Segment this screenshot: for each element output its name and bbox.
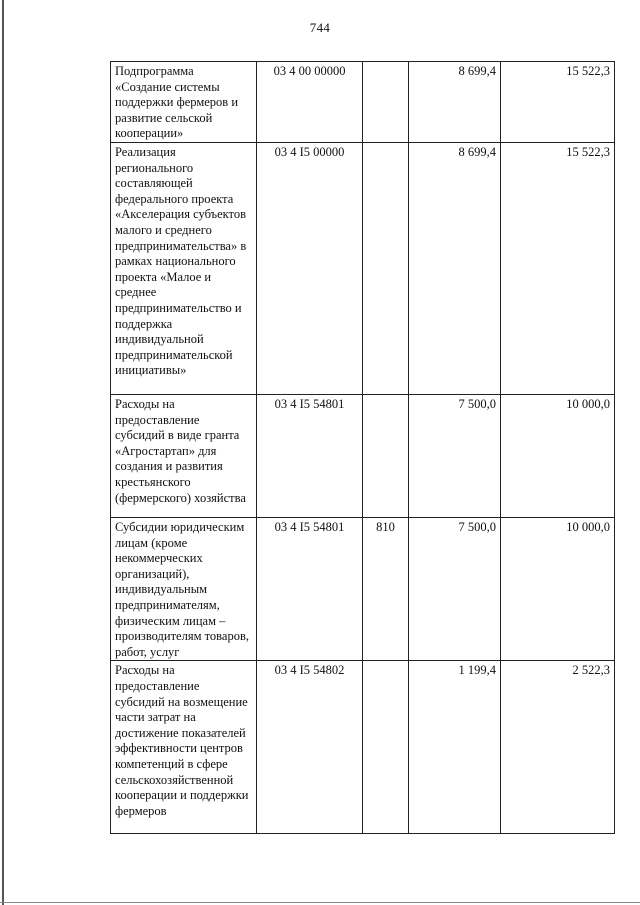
row-value-1: 1 199,4 — [409, 661, 501, 834]
row-value-2: 10 000,0 — [501, 395, 615, 518]
row-value-2: 15 522,3 — [501, 62, 615, 143]
table-row — [111, 395, 615, 518]
row-name: Подпрограмма «Создание системы поддержки фермеров и развитие сельской кооперации» — [111, 62, 257, 143]
budget-table — [110, 61, 615, 834]
row-code: 03 4 I5 54801 — [257, 518, 363, 661]
table-row — [111, 661, 615, 834]
table-row — [111, 518, 615, 661]
row-code: 03 4 I5 54802 — [257, 661, 363, 834]
row-code: 03 4 00 00000 — [257, 62, 363, 143]
row-value-2: 10 000,0 — [501, 518, 615, 661]
scan-bottom-edge — [0, 902, 640, 903]
row-value-1: 7 500,0 — [409, 518, 501, 661]
row-value-2: 2 522,3 — [501, 661, 615, 834]
row-name: Реализация регионального составляющей федерального проекта «Акселерация субъектов малого и среднего предпринимательства» в рамках национального проекта «Малое и среднее предпринимательство и поддержка индивидуальной предпринимательской инициативы» — [111, 143, 257, 395]
row-name: Субсидии юридическим лицам (кроме некоммерческих организаций), индивидуальным предпринимателям, физическим лицам – производителям товаров, работ, услуг — [111, 518, 257, 661]
row-value-1: 8 699,4 — [409, 143, 501, 395]
table-row — [111, 62, 615, 143]
row-expense-type — [363, 395, 409, 518]
table-row — [111, 143, 615, 395]
row-expense-type — [363, 62, 409, 143]
row-expense-type: 810 — [363, 518, 409, 661]
row-code: 03 4 I5 54801 — [257, 395, 363, 518]
row-name: Расходы на предоставление субсидий в виде гранта «Агростартап» для создания и развития крестьянского (фермерского) хозяйства — [111, 395, 257, 518]
row-code: 03 4 I5 00000 — [257, 143, 363, 395]
row-name: Расходы на предоставление субсидий на возмещение части затрат на достижение показателей эффективности центров компетенций в сфере сельскохозяйственной кооперации и поддержки фермеров — [111, 661, 257, 834]
row-expense-type — [363, 661, 409, 834]
row-value-1: 8 699,4 — [409, 62, 501, 143]
row-value-1: 7 500,0 — [409, 395, 501, 518]
row-expense-type — [363, 143, 409, 395]
scan-left-edge — [2, 0, 4, 905]
row-value-2: 15 522,3 — [501, 143, 615, 395]
page-number: 744 — [309, 20, 331, 35]
